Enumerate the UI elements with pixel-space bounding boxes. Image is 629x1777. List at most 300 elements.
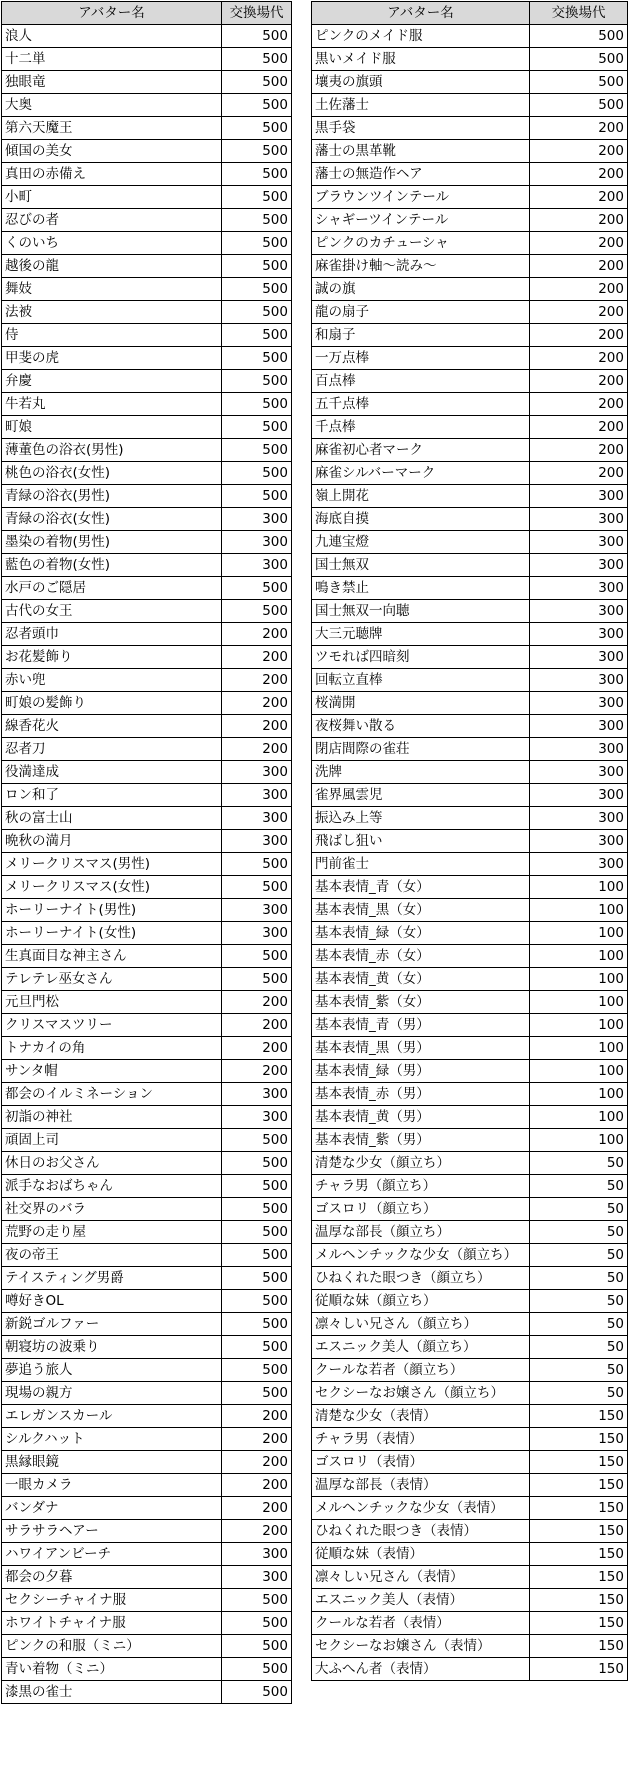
exchange-points-cell: 300	[222, 1543, 292, 1566]
exchange-points-cell: 200	[222, 1451, 292, 1474]
avatar-name-cell: 藩士の無造作ヘア	[312, 163, 530, 186]
avatar-name-cell: 夢追う旅人	[2, 1359, 222, 1382]
table-row	[312, 1221, 628, 1244]
table-row	[312, 1405, 628, 1428]
table-row	[2, 1566, 292, 1589]
table-row	[312, 485, 628, 508]
table-row	[2, 1198, 292, 1221]
exchange-points-cell: 300	[222, 807, 292, 830]
avatar-name-cell: 忍びの者	[2, 209, 222, 232]
avatar-name-cell: 傾国の美女	[2, 140, 222, 163]
table-row	[2, 715, 292, 738]
avatar-name-cell: 荒野の走り屋	[2, 1221, 222, 1244]
table-row	[2, 1267, 292, 1290]
avatar-name-cell: 越後の龍	[2, 255, 222, 278]
exchange-points-cell: 50	[530, 1267, 628, 1290]
table-row	[2, 1658, 292, 1681]
table-row	[2, 531, 292, 554]
exchange-points-cell: 50	[530, 1336, 628, 1359]
exchange-points-cell: 200	[222, 991, 292, 1014]
exchange-points-cell: 300	[222, 899, 292, 922]
avatar-name-cell: ロン和了	[2, 784, 222, 807]
exchange-points-cell: 500	[222, 485, 292, 508]
table-row	[2, 945, 292, 968]
exchange-points-cell: 500	[222, 1336, 292, 1359]
avatar-name-cell: エスニック美人（表情）	[312, 1589, 530, 1612]
table-row	[312, 899, 628, 922]
exchange-points-cell: 200	[222, 1060, 292, 1083]
table-row	[2, 1244, 292, 1267]
column-header-points: 交換場代	[222, 2, 292, 25]
table-row	[312, 25, 628, 48]
exchange-points-cell: 150	[530, 1658, 628, 1681]
left-avatar-table	[1, 1, 292, 1704]
exchange-points-cell: 500	[222, 370, 292, 393]
avatar-name-cell: 基本表情_黄（女）	[312, 968, 530, 991]
exchange-points-cell: 50	[530, 1290, 628, 1313]
avatar-name-cell: ホーリーナイト(女性)	[2, 922, 222, 945]
exchange-points-cell: 200	[222, 1014, 292, 1037]
avatar-name-cell: 青緑の浴衣(女性)	[2, 508, 222, 531]
column-header-name: アバター名	[312, 2, 530, 25]
exchange-points-cell: 100	[530, 1129, 628, 1152]
avatar-name-cell: 麻雀シルバーマーク	[312, 462, 530, 485]
table-row	[2, 1520, 292, 1543]
table-row	[312, 324, 628, 347]
exchange-points-cell: 200	[222, 1037, 292, 1060]
avatar-name-cell: 温厚な部長（顔立ち）	[312, 1221, 530, 1244]
exchange-points-cell: 300	[222, 761, 292, 784]
exchange-points-cell: 500	[222, 1658, 292, 1681]
exchange-points-cell: 500	[222, 48, 292, 71]
table-row	[312, 968, 628, 991]
exchange-points-cell: 300	[530, 623, 628, 646]
exchange-points-cell: 300	[222, 531, 292, 554]
exchange-points-cell: 100	[530, 991, 628, 1014]
avatar-name-cell: 線香花火	[2, 715, 222, 738]
avatar-name-cell: 古代の女王	[2, 600, 222, 623]
table-row	[2, 1474, 292, 1497]
table-row	[312, 991, 628, 1014]
exchange-points-cell: 50	[530, 1198, 628, 1221]
table-row	[312, 738, 628, 761]
exchange-points-cell: 500	[222, 1267, 292, 1290]
table-row	[312, 278, 628, 301]
exchange-points-cell: 150	[530, 1589, 628, 1612]
table-row	[2, 1106, 292, 1129]
avatar-name-cell: 基本表情_赤（男）	[312, 1083, 530, 1106]
exchange-points-cell: 150	[530, 1520, 628, 1543]
table-row	[2, 1290, 292, 1313]
table-row	[2, 370, 292, 393]
table-row	[312, 1129, 628, 1152]
table-row	[2, 393, 292, 416]
exchange-points-cell: 100	[530, 922, 628, 945]
avatar-name-cell: 町娘の髪飾り	[2, 692, 222, 715]
avatar-name-cell: 忍者刀	[2, 738, 222, 761]
exchange-points-cell: 300	[222, 1083, 292, 1106]
avatar-name-cell: 回転立直棒	[312, 669, 530, 692]
table-row	[312, 1175, 628, 1198]
table-row	[312, 531, 628, 554]
avatar-name-cell: ゴスロリ（表情）	[312, 1451, 530, 1474]
exchange-points-cell: 500	[222, 324, 292, 347]
table-row	[312, 1589, 628, 1612]
avatar-name-cell: 千点棒	[312, 416, 530, 439]
avatar-name-cell: 都会の夕暮	[2, 1566, 222, 1589]
table-row	[312, 1244, 628, 1267]
avatar-name-cell: ピンクのメイド服	[312, 25, 530, 48]
table-row	[312, 853, 628, 876]
exchange-points-cell: 300	[530, 669, 628, 692]
table-row	[2, 1129, 292, 1152]
table-row	[312, 1014, 628, 1037]
avatar-name-cell: ツモれば四暗刻	[312, 646, 530, 669]
avatar-name-cell: 温厚な部長（表情）	[312, 1474, 530, 1497]
exchange-points-cell: 300	[222, 1106, 292, 1129]
table-row	[2, 1405, 292, 1428]
table-row	[312, 370, 628, 393]
table-row	[2, 1359, 292, 1382]
avatar-name-cell: 忍者頭巾	[2, 623, 222, 646]
exchange-points-cell: 200	[530, 209, 628, 232]
table-row	[2, 600, 292, 623]
exchange-points-cell: 500	[222, 140, 292, 163]
table-row	[312, 1106, 628, 1129]
avatar-name-cell: 九連宝燈	[312, 531, 530, 554]
table-row	[312, 439, 628, 462]
exchange-points-cell: 500	[222, 1612, 292, 1635]
exchange-points-cell: 100	[530, 899, 628, 922]
table-row	[2, 991, 292, 1014]
table-row	[2, 1451, 292, 1474]
avatar-name-cell: 基本表情_青（男）	[312, 1014, 530, 1037]
table-row	[312, 48, 628, 71]
table-row	[2, 899, 292, 922]
exchange-points-cell: 150	[530, 1451, 628, 1474]
avatar-name-cell: 秋の富士山	[2, 807, 222, 830]
avatar-name-cell: 牛若丸	[2, 393, 222, 416]
right-avatar-table	[311, 1, 628, 1681]
table-row	[312, 301, 628, 324]
table-row	[2, 784, 292, 807]
exchange-points-cell: 100	[530, 1106, 628, 1129]
exchange-points-cell: 500	[222, 117, 292, 140]
table-row	[2, 554, 292, 577]
table-row	[312, 462, 628, 485]
exchange-points-cell: 200	[222, 646, 292, 669]
avatar-name-cell: ホワイトチャイナ服	[2, 1612, 222, 1635]
exchange-points-cell: 200	[530, 462, 628, 485]
table-row	[312, 1474, 628, 1497]
exchange-points-cell: 200	[530, 232, 628, 255]
avatar-name-cell: 漆黒の雀士	[2, 1681, 222, 1704]
exchange-points-cell: 200	[530, 439, 628, 462]
exchange-points-cell: 200	[530, 186, 628, 209]
table-row	[312, 140, 628, 163]
exchange-points-cell: 200	[530, 324, 628, 347]
table-row	[312, 71, 628, 94]
avatar-name-cell: 基本表情_紫（男）	[312, 1129, 530, 1152]
avatar-name-cell: セクシーチャイナ服	[2, 1589, 222, 1612]
table-row	[312, 1451, 628, 1474]
table-row	[2, 140, 292, 163]
table-row	[2, 94, 292, 117]
avatar-name-cell: 頑固上司	[2, 1129, 222, 1152]
exchange-points-cell: 500	[222, 577, 292, 600]
exchange-points-cell: 300	[530, 807, 628, 830]
exchange-points-cell: 500	[222, 232, 292, 255]
exchange-points-cell: 200	[530, 301, 628, 324]
table-row	[312, 393, 628, 416]
table-row	[312, 1198, 628, 1221]
avatar-name-cell: 基本表情_緑（男）	[312, 1060, 530, 1083]
exchange-points-cell: 500	[222, 393, 292, 416]
avatar-name-cell: 凛々しい兄さん（顔立ち）	[312, 1313, 530, 1336]
exchange-points-cell: 150	[530, 1566, 628, 1589]
exchange-points-cell: 50	[530, 1152, 628, 1175]
avatar-name-cell: ピンクのカチューシャ	[312, 232, 530, 255]
exchange-points-cell: 150	[530, 1612, 628, 1635]
exchange-points-cell: 300	[530, 830, 628, 853]
exchange-points-cell: 500	[530, 25, 628, 48]
avatar-name-cell: 都会のイルミネーション	[2, 1083, 222, 1106]
avatar-name-cell: サンタ帽	[2, 1060, 222, 1083]
table-row	[312, 577, 628, 600]
table-row	[2, 1014, 292, 1037]
avatar-name-cell: 大三元聴牌	[312, 623, 530, 646]
exchange-points-cell: 500	[222, 301, 292, 324]
avatar-name-cell: シャギーツインテール	[312, 209, 530, 232]
exchange-points-cell: 150	[530, 1497, 628, 1520]
table-row	[312, 347, 628, 370]
left-table-body	[2, 25, 292, 1704]
exchange-points-cell: 500	[222, 1290, 292, 1313]
column-header-points: 交換場代	[530, 2, 628, 25]
avatar-name-cell: 青い着物（ミニ）	[2, 1658, 222, 1681]
table-row	[2, 25, 292, 48]
exchange-points-cell: 100	[530, 968, 628, 991]
table-row	[2, 255, 292, 278]
table-row	[312, 646, 628, 669]
table-row	[2, 577, 292, 600]
table-row	[2, 1152, 292, 1175]
table-row	[2, 462, 292, 485]
avatar-name-cell: 派手なおばちゃん	[2, 1175, 222, 1198]
avatar-name-cell: エスニック美人（顔立ち）	[312, 1336, 530, 1359]
exchange-points-cell: 200	[530, 163, 628, 186]
table-row	[2, 301, 292, 324]
exchange-points-cell: 200	[530, 370, 628, 393]
table-row	[312, 186, 628, 209]
avatar-name-cell: 舞妓	[2, 278, 222, 301]
avatar-name-cell: 桃色の浴衣(女性)	[2, 462, 222, 485]
avatar-name-cell: 清楚な少女（表情）	[312, 1405, 530, 1428]
avatar-name-cell: 侍	[2, 324, 222, 347]
avatar-name-cell: 甲斐の虎	[2, 347, 222, 370]
table-row	[312, 1152, 628, 1175]
table-row	[312, 209, 628, 232]
table-row	[2, 761, 292, 784]
exchange-points-cell: 300	[222, 830, 292, 853]
exchange-points-cell: 500	[222, 1198, 292, 1221]
avatar-name-cell: 基本表情_黒（女）	[312, 899, 530, 922]
exchange-points-cell: 500	[222, 347, 292, 370]
exchange-points-cell: 500	[222, 876, 292, 899]
avatar-name-cell: セクシーなお嬢さん（顔立ち）	[312, 1382, 530, 1405]
exchange-points-cell: 200	[530, 347, 628, 370]
avatar-name-cell: チャラ男（表情）	[312, 1428, 530, 1451]
avatar-name-cell: 浪人	[2, 25, 222, 48]
avatar-name-cell: ひねくれた眼つき（表情）	[312, 1520, 530, 1543]
avatar-name-cell: 龍の扇子	[312, 301, 530, 324]
avatar-name-cell: 凛々しい兄さん（表情）	[312, 1566, 530, 1589]
exchange-points-cell: 500	[222, 1635, 292, 1658]
exchange-points-cell: 50	[530, 1359, 628, 1382]
avatar-name-cell: 従順な妹（表情）	[312, 1543, 530, 1566]
avatar-name-cell: クールな若者（顔立ち）	[312, 1359, 530, 1382]
exchange-points-cell: 300	[530, 715, 628, 738]
avatar-name-cell: 誠の旗	[312, 278, 530, 301]
table-row	[312, 669, 628, 692]
exchange-points-cell: 500	[222, 186, 292, 209]
table-row	[2, 1428, 292, 1451]
exchange-points-cell: 50	[530, 1313, 628, 1336]
avatar-name-cell: 藩士の黒革靴	[312, 140, 530, 163]
avatar-name-cell: 元旦門松	[2, 991, 222, 1014]
exchange-points-cell: 500	[222, 1244, 292, 1267]
table-row	[2, 1037, 292, 1060]
avatar-name-cell: 雀界風雲児	[312, 784, 530, 807]
table-row	[2, 669, 292, 692]
avatar-name-cell: 大奥	[2, 94, 222, 117]
exchange-points-cell: 200	[222, 715, 292, 738]
exchange-points-cell: 300	[222, 784, 292, 807]
avatar-name-cell: サラサラヘアー	[2, 1520, 222, 1543]
exchange-points-cell: 500	[222, 1589, 292, 1612]
table-row	[312, 1037, 628, 1060]
table-row	[312, 1313, 628, 1336]
avatar-name-cell: 百点棒	[312, 370, 530, 393]
exchange-points-cell: 50	[530, 1175, 628, 1198]
table-row	[2, 508, 292, 531]
table-row	[2, 186, 292, 209]
table-row	[312, 761, 628, 784]
avatar-name-cell: テレテレ巫女さん	[2, 968, 222, 991]
exchange-points-cell: 300	[222, 1566, 292, 1589]
avatar-name-cell: ブラウンツインテール	[312, 186, 530, 209]
table-row	[312, 1497, 628, 1520]
table-row	[312, 255, 628, 278]
avatar-name-cell: 五千点棒	[312, 393, 530, 416]
avatar-name-cell: ピンクの和服（ミニ）	[2, 1635, 222, 1658]
avatar-name-cell: 門前雀士	[312, 853, 530, 876]
exchange-points-cell: 200	[530, 416, 628, 439]
table-row	[2, 416, 292, 439]
avatar-name-cell: 黒いメイド服	[312, 48, 530, 71]
avatar-name-cell: 赤い兜	[2, 669, 222, 692]
table-row	[2, 1382, 292, 1405]
avatar-name-cell: 第六天魔王	[2, 117, 222, 140]
exchange-points-cell: 500	[222, 968, 292, 991]
avatar-name-cell: 基本表情_黒（男）	[312, 1037, 530, 1060]
table-row	[312, 1267, 628, 1290]
avatar-name-cell: 飛ばし狙い	[312, 830, 530, 853]
table-row	[312, 117, 628, 140]
table-row	[2, 48, 292, 71]
avatar-name-cell: お花髪飾り	[2, 646, 222, 669]
exchange-points-cell: 100	[530, 1014, 628, 1037]
avatar-name-cell: 一万点棒	[312, 347, 530, 370]
avatar-name-cell: 薄董色の浴衣(男性)	[2, 439, 222, 462]
table-row	[312, 1612, 628, 1635]
avatar-name-cell: メルヘンチックな少女（顔立ち）	[312, 1244, 530, 1267]
exchange-points-cell: 100	[530, 1060, 628, 1083]
table-row	[312, 1658, 628, 1681]
exchange-points-cell: 300	[530, 646, 628, 669]
avatar-name-cell: 役満達成	[2, 761, 222, 784]
avatar-name-cell: 夜桜舞い散る	[312, 715, 530, 738]
avatar-name-cell: 国士無双一向聴	[312, 600, 530, 623]
header-row	[312, 2, 628, 25]
table-row	[2, 692, 292, 715]
avatar-name-cell: くのいち	[2, 232, 222, 255]
avatar-name-cell: 新鋭ゴルファー	[2, 1313, 222, 1336]
avatar-name-cell: 和扇子	[312, 324, 530, 347]
exchange-points-cell: 500	[222, 278, 292, 301]
avatar-name-cell: 町娘	[2, 416, 222, 439]
avatar-name-cell: 法被	[2, 301, 222, 324]
table-row	[2, 163, 292, 186]
avatar-name-cell: チャラ男（顔立ち）	[312, 1175, 530, 1198]
table-row	[2, 324, 292, 347]
avatar-name-cell: ハワイアンビーチ	[2, 1543, 222, 1566]
avatar-name-cell: 初詣の神社	[2, 1106, 222, 1129]
table-row	[312, 784, 628, 807]
avatar-name-cell: メリークリスマス(女性)	[2, 876, 222, 899]
avatar-name-cell: 朝寝坊の波乗り	[2, 1336, 222, 1359]
avatar-name-cell: 一眼カメラ	[2, 1474, 222, 1497]
table-row	[2, 623, 292, 646]
table-row	[2, 1313, 292, 1336]
exchange-points-cell: 300	[530, 485, 628, 508]
avatar-name-cell: 小町	[2, 186, 222, 209]
exchange-points-cell: 500	[222, 1221, 292, 1244]
table-row	[312, 1359, 628, 1382]
table-row	[312, 1520, 628, 1543]
exchange-points-cell: 300	[530, 577, 628, 600]
avatar-name-cell: ひねくれた眼つき（顔立ち）	[312, 1267, 530, 1290]
table-row	[312, 94, 628, 117]
table-row	[2, 738, 292, 761]
exchange-points-cell: 300	[222, 508, 292, 531]
avatar-name-cell: 藍色の着物(女性)	[2, 554, 222, 577]
exchange-points-cell: 300	[530, 853, 628, 876]
avatar-name-cell: 夜の帝王	[2, 1244, 222, 1267]
table-row	[2, 1589, 292, 1612]
table-row	[312, 807, 628, 830]
exchange-points-cell: 300	[530, 738, 628, 761]
exchange-points-cell: 500	[222, 600, 292, 623]
table-row	[2, 922, 292, 945]
table-row	[312, 715, 628, 738]
exchange-points-cell: 100	[530, 945, 628, 968]
exchange-points-cell: 500	[222, 945, 292, 968]
exchange-points-cell: 500	[222, 94, 292, 117]
exchange-points-cell: 150	[530, 1428, 628, 1451]
table-row	[312, 1428, 628, 1451]
exchange-points-cell: 50	[530, 1221, 628, 1244]
